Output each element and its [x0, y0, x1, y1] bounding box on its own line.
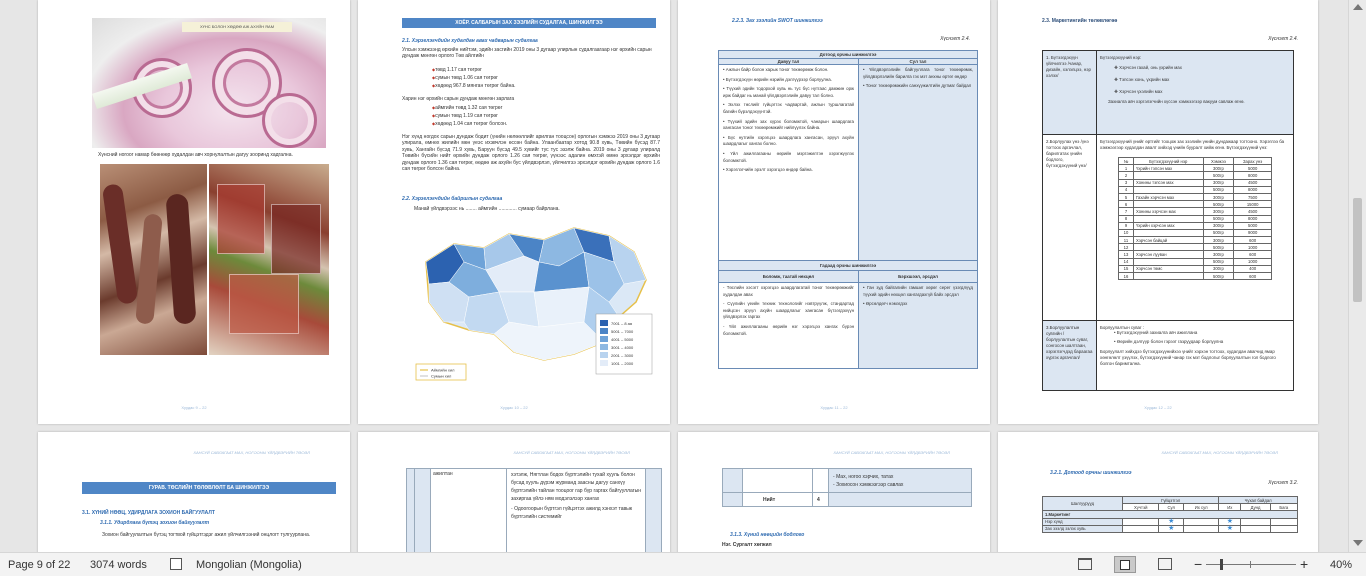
meat-pack — [271, 204, 321, 274]
page-14 — [358, 432, 670, 552]
zoom-out-button[interactable]: − — [1194, 556, 1203, 572]
paragraph: Улсын хэмжээнд өрхийн нийтэм, эдийн засгийн 2019 оны 3 дугаар улирлын судалгаагаар нэг өрхийн сарын дундаж мөнгөн орлого Төв айлгийн — [402, 47, 652, 59]
bullet-icon: • — [723, 102, 728, 108]
running-header: ХАНСУЙ САВЛАГААТ МАХ, НОГООНЫ ҮЙЛДВЭРИЙН ТӨСӨЛ — [513, 450, 630, 455]
table-cell — [1270, 525, 1297, 532]
list-item: ◆ хөдөөд 1.04 сая төгрөг болсон. — [432, 120, 652, 128]
bullet-icon: - — [723, 285, 727, 290]
importance-head: Чухал байдал — [1219, 497, 1298, 504]
price-cell: 4500 — [1234, 179, 1272, 186]
bullet-icon: • — [723, 134, 728, 140]
zoom-slider-thumb[interactable] — [1220, 559, 1223, 570]
bullet-icon: - — [723, 301, 728, 307]
price-row — [1119, 186, 1272, 193]
page-number: Хуудас 9 – 22 — [181, 405, 207, 410]
onion-photo — [92, 18, 326, 148]
threats-head: Бэрхшээл, эрсдэл — [859, 271, 978, 283]
bullet-icon: • — [723, 67, 726, 72]
price-cell: 3 — [1119, 179, 1134, 186]
page-number: Хуудас 10 – 22 — [500, 405, 528, 410]
performance-head: Гүйцэтгэл — [1123, 497, 1219, 504]
price-cell: 300гр — [1203, 237, 1234, 244]
meat-pack — [217, 184, 265, 254]
evaluation-table — [1042, 496, 1298, 533]
product-row-content — [1097, 51, 1294, 135]
price-cell: 600 — [1234, 251, 1272, 258]
page-16 — [998, 432, 1318, 552]
scroll-up-arrow-icon[interactable] — [1353, 4, 1363, 10]
legend-range: 2001 – 3000 — [611, 353, 634, 358]
bullet-icon: • — [863, 285, 867, 290]
list-item: ◆ сумын төвд 1.19 сая төгрөг — [432, 112, 652, 120]
zoom-level[interactable]: 40% — [1330, 559, 1353, 571]
price-cell: 11 — [1119, 237, 1134, 244]
product-list — [1100, 63, 1290, 96]
photo-banner: ХҮНС БОЛОН ХӨДӨӨ АЖ АХУЙН ЯАМ — [182, 22, 292, 32]
opportunities-head: Боломж, таатай нөхцөл — [719, 271, 859, 283]
table-cell — [723, 469, 743, 493]
bullet-icon: • — [723, 76, 726, 82]
vertical-scrollbar[interactable] — [1348, 0, 1366, 552]
map-region — [534, 287, 589, 327]
meat-pack-photo — [209, 164, 329, 355]
list-item: • Бүтээгдэхүүний захиалга авч ажиллана — [1114, 330, 1198, 335]
price-cell: 9 — [1119, 222, 1134, 229]
price-cell: 12 — [1119, 244, 1134, 251]
bullet-icon: • — [1114, 339, 1117, 345]
legend-range: 5001 – 7000 — [611, 329, 634, 334]
price-cell — [1133, 244, 1203, 251]
list-item: • Үйлдвэрлэлийн байгууллага тоног төхөөрөмж, үйлдвэрлэлийн барилга гэх мэт анхны өртөг өндөр — [863, 67, 973, 79]
role-cell: ажилтан — [431, 469, 507, 553]
section-heading: 2.3. Маркетингийн төлөвлөгөө — [1042, 18, 1118, 24]
table-cell — [829, 493, 972, 507]
price-row — [1119, 251, 1272, 258]
duty-item: - Одоогоорын бүртгэл гүйцэтгэх ажилд хэнхэт тавьж бүртгэлийн системийг — [511, 506, 633, 520]
price-cell: 15 — [1119, 265, 1134, 272]
table-cell — [646, 469, 662, 553]
price-row — [1119, 179, 1272, 186]
legend-swatch — [600, 360, 608, 366]
total-value: 4 — [813, 493, 829, 507]
price-cell: Үхрийн хэрчсэн мах — [1133, 222, 1203, 229]
weaknesses-head: Сул тал — [859, 59, 978, 65]
table-cell — [407, 469, 415, 553]
bullet-icon: ❖ — [1114, 77, 1120, 82]
sausage-photo — [100, 164, 207, 355]
price-row-content — [1097, 135, 1294, 321]
list-item: ❖ Тэпсэн хонь, үхрийн мах — [1114, 77, 1170, 82]
table-cell — [1241, 518, 1270, 525]
expense-list — [402, 104, 652, 128]
meat-pack — [229, 274, 299, 334]
price-row — [1119, 215, 1272, 222]
price-cell: 500гр — [1203, 244, 1234, 251]
list-item: ◆ төвд 1.17 сая төгрөг — [432, 66, 652, 74]
legend-range: 4001 – 5000 — [611, 337, 634, 342]
section-heading: 2.2. Хэрэглэгчдийн байршлын судалгаа — [402, 196, 503, 202]
page-10 — [358, 0, 670, 424]
legend-label: Сумын хил — [431, 373, 452, 379]
price-cell: Үхрийн тэпсэн мах — [1133, 165, 1203, 172]
price-column-header: № — [1119, 158, 1134, 165]
table-cell — [1270, 518, 1297, 525]
page-9 — [38, 0, 350, 424]
legend-label: Аймгийн хил — [431, 367, 455, 373]
legend-swatch — [600, 336, 608, 342]
legend-range: 1001 – 2000 — [611, 361, 634, 366]
price-column-header: Хэмжээ — [1203, 158, 1234, 165]
price-table — [1118, 157, 1272, 280]
bullet-icon: • — [723, 86, 727, 92]
mongolia-map — [414, 222, 656, 382]
read-mode-icon[interactable] — [1078, 558, 1092, 570]
page-11 — [678, 0, 990, 424]
list-item: ◆ хөдөөд 967.8 мянган төгрөг байна. — [432, 82, 652, 90]
status-bar — [0, 552, 1366, 576]
price-row — [1119, 193, 1272, 200]
legend-swatch — [600, 344, 608, 350]
subsection-heading: 3.1.1. Удирдлага бүтэц зохион байгуулалт — [100, 520, 210, 526]
scroll-down-arrow-icon[interactable] — [1353, 540, 1363, 546]
price-cell: 9000 — [1234, 229, 1272, 236]
price-row — [1119, 172, 1272, 179]
threats-list — [863, 285, 973, 308]
price-cell: 4500 — [1234, 208, 1272, 215]
price-cell: 400 — [1234, 265, 1272, 272]
price-row — [1119, 244, 1272, 251]
table-cell — [1184, 525, 1219, 532]
price-cell: 300гр — [1203, 165, 1234, 172]
paragraph: Нэг. Сургалт хөгжил — [722, 542, 772, 548]
price-column-header: Бүтээгдэхүүний нэр — [1133, 158, 1203, 165]
list-item: • Ган зуд байгалийн гамшиг хөрөг серег үзэгдлүүд түүхий эдийн нөхцөл хангагдахгүй байх эрсдэл — [863, 285, 973, 297]
criteria-cell: Зах зээлд эзлэх хувь — [1043, 525, 1123, 532]
proofing-icon[interactable] — [170, 558, 182, 570]
legend-swatch — [600, 352, 608, 358]
price-cell: Хэрчсэн байцай — [1133, 237, 1203, 244]
print-layout-icon[interactable] — [1114, 556, 1136, 573]
product-note: Захиалга авч хэргэлэгчийн хүссэн хэмжээгээр вакуум савлаж өгнө. — [1108, 99, 1245, 104]
price-column-header: Зарах үнэ — [1234, 158, 1272, 165]
evaluation-subcolumn: Хүчтэй — [1123, 504, 1159, 511]
chapter-title: ГУРАВ. ТӨСЛИЙН ТӨЛӨВЛӨЛТ БА ШИНЖИЛГЭЭ — [82, 482, 336, 494]
price-cell: 6 — [1119, 201, 1134, 208]
page-13 — [38, 432, 350, 552]
list-item: • Хэрэглэгчийн эрэлт хэрэгцээ өндөр байна. — [723, 167, 813, 173]
page-12 — [998, 0, 1318, 424]
star-icon: ★ — [1226, 524, 1233, 532]
price-cell: Хонины тэпсэн мах — [1133, 179, 1203, 186]
list-item: - Төслийн хэсэгт хэрэгцээ шаардлагатай тоног төхөөрөмжийг худалдан авах — [723, 285, 855, 297]
evaluation-subcolumn: Дунд — [1241, 504, 1270, 511]
task-cell — [829, 469, 972, 493]
star-icon: ★ — [1168, 524, 1175, 532]
list-item: • Эхлэх төслийг гүйцэтгэх чадвартай, ажлын туршлагатай багийн бүрэлдэхүүнтэй. — [723, 102, 854, 114]
price-cell: 15000 — [1234, 201, 1272, 208]
list-item: • Ажлын байр болон харьж тоног төхөөрөмж болон. — [723, 67, 829, 72]
sausage — [165, 193, 196, 324]
price-cell — [1133, 258, 1203, 265]
legend-swatch — [600, 320, 608, 326]
product-heading: Бүтээгдэхүүний нэр: — [1100, 55, 1142, 60]
sausage — [102, 183, 139, 305]
price-cell: 300гр — [1203, 208, 1234, 215]
page-number: Хуудас 11 – 22 — [820, 405, 848, 410]
price-cell: 500гр — [1203, 201, 1234, 208]
table-cell — [415, 469, 431, 553]
page-count[interactable]: Page 9 of 22 — [8, 559, 71, 571]
marketing-table — [1042, 50, 1294, 391]
zoom-slider-center-mark — [1250, 561, 1251, 568]
price-row — [1119, 265, 1272, 272]
price-cell: 8000 — [1234, 186, 1272, 193]
staff-table — [406, 468, 662, 552]
paragraph: Нэг хүнд ногдох сарын дундаж бодит (үнийн нөлөөллийг арилган тооцсон) орлогын хэмжээ 2019 оны 3 дугаар улирала, өмнөх жилийн мөн үеэс ихэвчлэн өссөн байна. Улаанбаатар хотод 90.8 хувь, Төвийн бүсэд 87.7 хувь, Хангайн бүсэд 71.9 хувь, Баруун бүсэд 49.5 хувийг тус тус эзэлж байна. 2019 оны 3 дугаар улиралд Төвийн бүсийн нийт өрхийн дундаж орлого 1.26 сая төгрөг, үүнээс адалин өмхгэй өмнө эрхэлдэг өрхийн дундаж орлого 1.36 сая төгрөг, өөдөө аж ахуйн бус үйлдвэрлэл, үйлчилгээ эрхэлдэг өрхийн дундаж орлого 1.6 сая төгрөг болсон байна. — [402, 134, 660, 173]
evaluation-subcolumn: Сул — [1159, 504, 1184, 511]
table-cell — [723, 493, 743, 507]
channel-text: Борлуулалт хийхдээ бүтээгдэхүүнийхээ үнийг хэрхэн тогтоох, худалдан авагчид ямар хөнгөлөлт үзүүлэх, бүтээгдэхүүний чанар гэх мэт бодлогыг борлуулалтын гол бодлого болгон баримтална. — [1100, 348, 1276, 366]
price-row — [1119, 229, 1272, 236]
section-heading: 2.1. Хэрэглэгчдийн худалдан авах чадварын судалгаа — [402, 38, 538, 44]
price-row — [1119, 208, 1272, 215]
running-header: ХАНСУЙ САВЛАГААТ МАХ, НОГООНЫ ҮЙЛДВЭРИЙН ТӨСӨЛ — [193, 450, 310, 455]
list-item: • Өрсөлдөгч нэмэгдэх — [863, 301, 908, 307]
table-row — [1043, 525, 1298, 532]
section-heading: 3.1. ХҮНИЙ НӨӨЦ, УДИРДЛАГА ЗОХИОН БАЙГУУЛАЛТ — [82, 510, 215, 516]
table-cell — [1241, 525, 1270, 532]
price-cell: 500гр — [1203, 172, 1234, 179]
paragraph: Зохион байгуулалтын бүтэц тогтвой гүйцэтгэдэг ажил үйлчилгээний онцлогт тулгуурлана. — [102, 532, 311, 538]
channel-row-label: 3.Борлуулалтын сувгийн /борлуулалтын суваг, сонгосон шалтгаан, хэрэглэгчдэд бараагаа хүргэх аргачлал/ — [1043, 321, 1097, 391]
price-row — [1119, 222, 1272, 229]
price-cell: Хэрчсэн лууван — [1133, 251, 1203, 258]
table-cell — [1159, 525, 1184, 532]
strengths-cell — [719, 65, 859, 261]
price-row — [1119, 237, 1272, 244]
price-row — [1119, 273, 1272, 280]
bullet-icon: • — [863, 301, 866, 307]
task-item: - Мах, ногоо хэрчих, татах — [833, 473, 894, 480]
bullet-icon: • — [723, 118, 728, 124]
price-cell: 300гр — [1203, 251, 1234, 258]
price-cell: 500гр — [1203, 229, 1234, 236]
weaknesses-list — [863, 67, 973, 90]
running-header: ХАНСУЙ САВЛАГААТ МАХ, НОГООНЫ ҮЙЛДВЭРИЙН ТӨСӨЛ — [1161, 450, 1278, 455]
list-item: - Үйл ажиллагааны өөрийн нэг хэрэгцээ хангах бүрэн боломжтой. — [723, 323, 854, 336]
price-cell: 500гр — [1203, 273, 1234, 280]
bullet-icon: - — [723, 323, 729, 329]
price-text: Бүтээгдэхүүний үнийг өртгийг тооцож зах зээлийн үнийн дундажаар тогтооно. Хэрэглээ ба хэмжээгээр худалдан авалт хийхэд үнийн бууралт хийж өгнө. Бүтээгдэхүүний үнэ: — [1100, 139, 1285, 150]
list-item: • Бүтээгдэхүүн өөрийн нэрийн дэлгүүрээр борлуулна. — [723, 76, 832, 82]
opportunities-cell — [719, 283, 859, 369]
duty-text: хэтэлж, Нягтлан бодох бүртгэлийн тухай хууль болон бусад хууль дүрэм журманд заасны дагуу санхүү бүртгэлийн тайлан тооцоог гар бүр гаргах байгууллагын захиргаа үйлэ ням модэлэлээр хангах — [511, 472, 641, 502]
list-item: • Түүхий эдийн тодорхой хувь нь тус бүс нутгаас дамжин орж ирж байдаг нь манай үйлдвэрлэлийн давуу тал болно. — [723, 86, 854, 98]
price-row — [1119, 201, 1272, 208]
total-label: Нийт — [743, 493, 813, 507]
list-item: • Бүс нутгийн хэрэгцээ шаардлага хангасан, эрүүл ахуйн шаардлагыг хангах болно. — [723, 134, 854, 147]
price-cell: 13 — [1119, 251, 1134, 258]
price-cell: 1000 — [1234, 244, 1272, 251]
price-cell: 7 — [1119, 208, 1134, 215]
price-cell: 600 — [1234, 237, 1272, 244]
bullet-icon: • — [723, 150, 731, 156]
channel-heading: Борлуулалтын суваг : — [1100, 325, 1145, 330]
bullet-icon: • — [723, 167, 726, 173]
table-cell — [743, 469, 813, 493]
price-table-header — [1119, 158, 1272, 165]
photo-caption: Хүнсний ногоог намар бөөнөөр худалдан авч хорнулалтын дагуу зооринд хадгална. — [98, 152, 293, 158]
table-cell — [813, 469, 829, 493]
bullet-icon: • — [863, 67, 869, 72]
table-cell — [1219, 525, 1241, 532]
price-cell: 4 — [1119, 186, 1134, 193]
table-caption: Хүснэгт 3.2. — [1268, 480, 1298, 486]
price-row — [1119, 258, 1272, 265]
swot-external-head: Гадаад орчны шинжилгээ — [719, 261, 978, 271]
price-cell: 500гр — [1203, 186, 1234, 193]
price-cell: 8000 — [1234, 215, 1272, 222]
price-cell — [1133, 186, 1203, 193]
swot-table — [718, 50, 978, 369]
list-item: - Сүүлийн үеийн техник технологийг нэвтрүүлж, стандартад нийцсэн эрүүл ахуйн шаардлагыг хангасан бүтээгдэхүүн үйлдвэрлэх гаргах — [723, 301, 854, 320]
list-item: ❖ Хэрчсэн үхэлийн мах — [1114, 89, 1163, 94]
price-cell: 14 — [1119, 258, 1134, 265]
price-cell: 300гр — [1203, 193, 1234, 200]
price-cell — [1133, 273, 1203, 280]
price-cell: 2 — [1119, 172, 1134, 179]
scroll-thumb[interactable] — [1353, 198, 1362, 302]
duty-cell — [507, 469, 646, 553]
price-cell: 5 — [1119, 193, 1134, 200]
zoom-in-button[interactable]: + — [1300, 556, 1309, 572]
price-cell: 8000 — [1234, 172, 1272, 179]
legend-swatch — [600, 328, 608, 334]
price-cell: 8 — [1119, 215, 1134, 222]
section-heading: 2.2.3. Зах зээлийн SWOT шинжилгээ — [732, 18, 823, 24]
list-item: • Өөрийн дэлгүүр болон гэрээт газруудаар борлуулна — [1114, 339, 1224, 345]
price-cell: 300гр — [1203, 179, 1234, 186]
list-item: ◆ аймгийн төвд 1.32 сая төгрөг — [432, 104, 652, 112]
income-list — [402, 66, 652, 90]
table-caption: Хүснэгт 2.4. — [1268, 36, 1298, 42]
price-cell: 500гр — [1203, 258, 1234, 265]
paragraph: Манай үйлдвэрээс нь ........ аймгийн ............. сумаар байрлана. — [414, 206, 560, 212]
language[interactable]: Mongolian (Mongolia) — [196, 559, 302, 571]
chapter-title: ХОЁР. САЛБАРЫН ЗАХ ЗЭЭЛИЙН СУДАЛГАА, ШИНЖИЛГЭЭ — [402, 18, 656, 28]
legend-range: 7001 – 8 ая — [611, 321, 633, 326]
table-cell — [1184, 518, 1219, 525]
price-cell: 5000 — [1234, 165, 1272, 172]
price-cell: 300гр — [1203, 222, 1234, 229]
paragraph: Харин нэг өрхийн сарын дундаж мөнгөн зарлага — [402, 96, 515, 102]
strengths-list — [723, 67, 854, 174]
table-caption: Хүснэгт 2.4. — [940, 36, 970, 42]
price-cell — [1133, 172, 1203, 179]
price-row-label: 2.Борлуулах үнэ /үнэ тогтоох аргачлал, барилгатах үнийн бодлого, бүтээгдэхүүний үнэ/ — [1043, 135, 1097, 321]
price-cell: Гахайн хэрчсэн мах — [1133, 193, 1203, 200]
price-cell: 10 — [1119, 229, 1134, 236]
price-cell: 16 — [1119, 273, 1134, 280]
map-region — [494, 322, 604, 360]
criteria-cell: Нэр хүнд — [1043, 518, 1123, 525]
price-cell: 600 — [1234, 273, 1272, 280]
product-row-label: 1. Бүтээгдэхүүн үйлчилгээ /чанар, дизайн, хэлэлцээ, нэр хэлэх/ — [1043, 51, 1097, 135]
bullet-icon: ❖ — [1114, 89, 1120, 94]
evaluation-section: 1.Маркетинг — [1043, 511, 1298, 518]
price-cell — [1133, 215, 1203, 222]
bullet-icon: ❖ — [1114, 65, 1120, 70]
price-cell: 7500 — [1234, 193, 1272, 200]
bullet-icon: • — [1114, 330, 1117, 335]
price-cell: 1000 — [1234, 258, 1272, 265]
channel-row-content — [1097, 321, 1294, 391]
price-cell: 300гр — [1203, 265, 1234, 272]
weaknesses-cell — [859, 65, 978, 261]
price-cell — [1133, 201, 1203, 208]
price-cell — [1133, 229, 1203, 236]
web-layout-icon[interactable] — [1158, 558, 1172, 570]
list-item: • Тоног төхөөрөмжийн санхүүжилтийн дутмаг байдал — [863, 83, 972, 89]
price-cell: Хонины хэрчсэн мах — [1133, 208, 1203, 215]
star-icon: ★ — [1226, 517, 1233, 525]
strengths-head: Давуу тал — [719, 59, 859, 65]
list-item: • Түүхий эдийн зах хүрэх боломжтой, чанарын шаардлага хангасан тоног төхөөрөмжийг нийлүүлэх байна. — [723, 118, 854, 131]
evaluation-subcolumn: Их — [1219, 504, 1241, 511]
star-icon: ★ — [1168, 517, 1175, 525]
table-cell — [1123, 518, 1159, 525]
opportunities-list — [723, 285, 854, 337]
swot-internal-head: Дотоод орчны шинжилгээ — [719, 51, 978, 59]
sausage — [135, 213, 163, 324]
list-item: ◆ сумын төвд 1.06 сая төгрөг — [432, 74, 652, 82]
word-count[interactable]: 3074 words — [90, 559, 147, 571]
price-cell: 1 — [1119, 165, 1134, 172]
price-cell: Хэрчсэн төмс — [1133, 265, 1203, 272]
table-cell — [1123, 525, 1159, 532]
threats-cell — [859, 283, 978, 369]
channel-list — [1100, 330, 1290, 346]
bullet-icon: • — [863, 83, 866, 89]
criteria-head: Шалгуурууд — [1043, 497, 1123, 511]
legend-range: 3001 – 4000 — [611, 345, 634, 350]
list-item: • Үйл ажиллагааны өөрийн мэргэжилтэн хэрэгжүүлэх боломжтой. — [723, 150, 854, 163]
price-cell: 5000 — [1234, 222, 1272, 229]
list-item: ❖ Хэрчсэн гахай, онь үхрийн мах — [1114, 65, 1182, 70]
page-15 — [678, 432, 990, 552]
onion-slice — [262, 93, 317, 148]
price-cell: 500гр — [1203, 215, 1234, 222]
page-number: Хуудас 12 – 22 — [1144, 405, 1172, 410]
price-row — [1119, 165, 1272, 172]
subsection-heading: 3.2.1. Дотоод орчны шинжилгээ — [1050, 470, 1132, 476]
subsection-heading: 3.1.3. Хүний нөөцийн бодлого — [730, 532, 805, 538]
staff-table-end — [722, 468, 972, 507]
evaluation-subcolumn: Бага — [1270, 504, 1297, 511]
evaluation-subcolumn: Их сул — [1184, 504, 1219, 511]
task-item: - Зохиосон хэмжээгээр савлах — [833, 481, 904, 488]
running-header: ХАНСУЙ САВЛАГААТ МАХ, НОГООНЫ ҮЙЛДВЭРИЙН ТӨСӨЛ — [833, 450, 950, 455]
